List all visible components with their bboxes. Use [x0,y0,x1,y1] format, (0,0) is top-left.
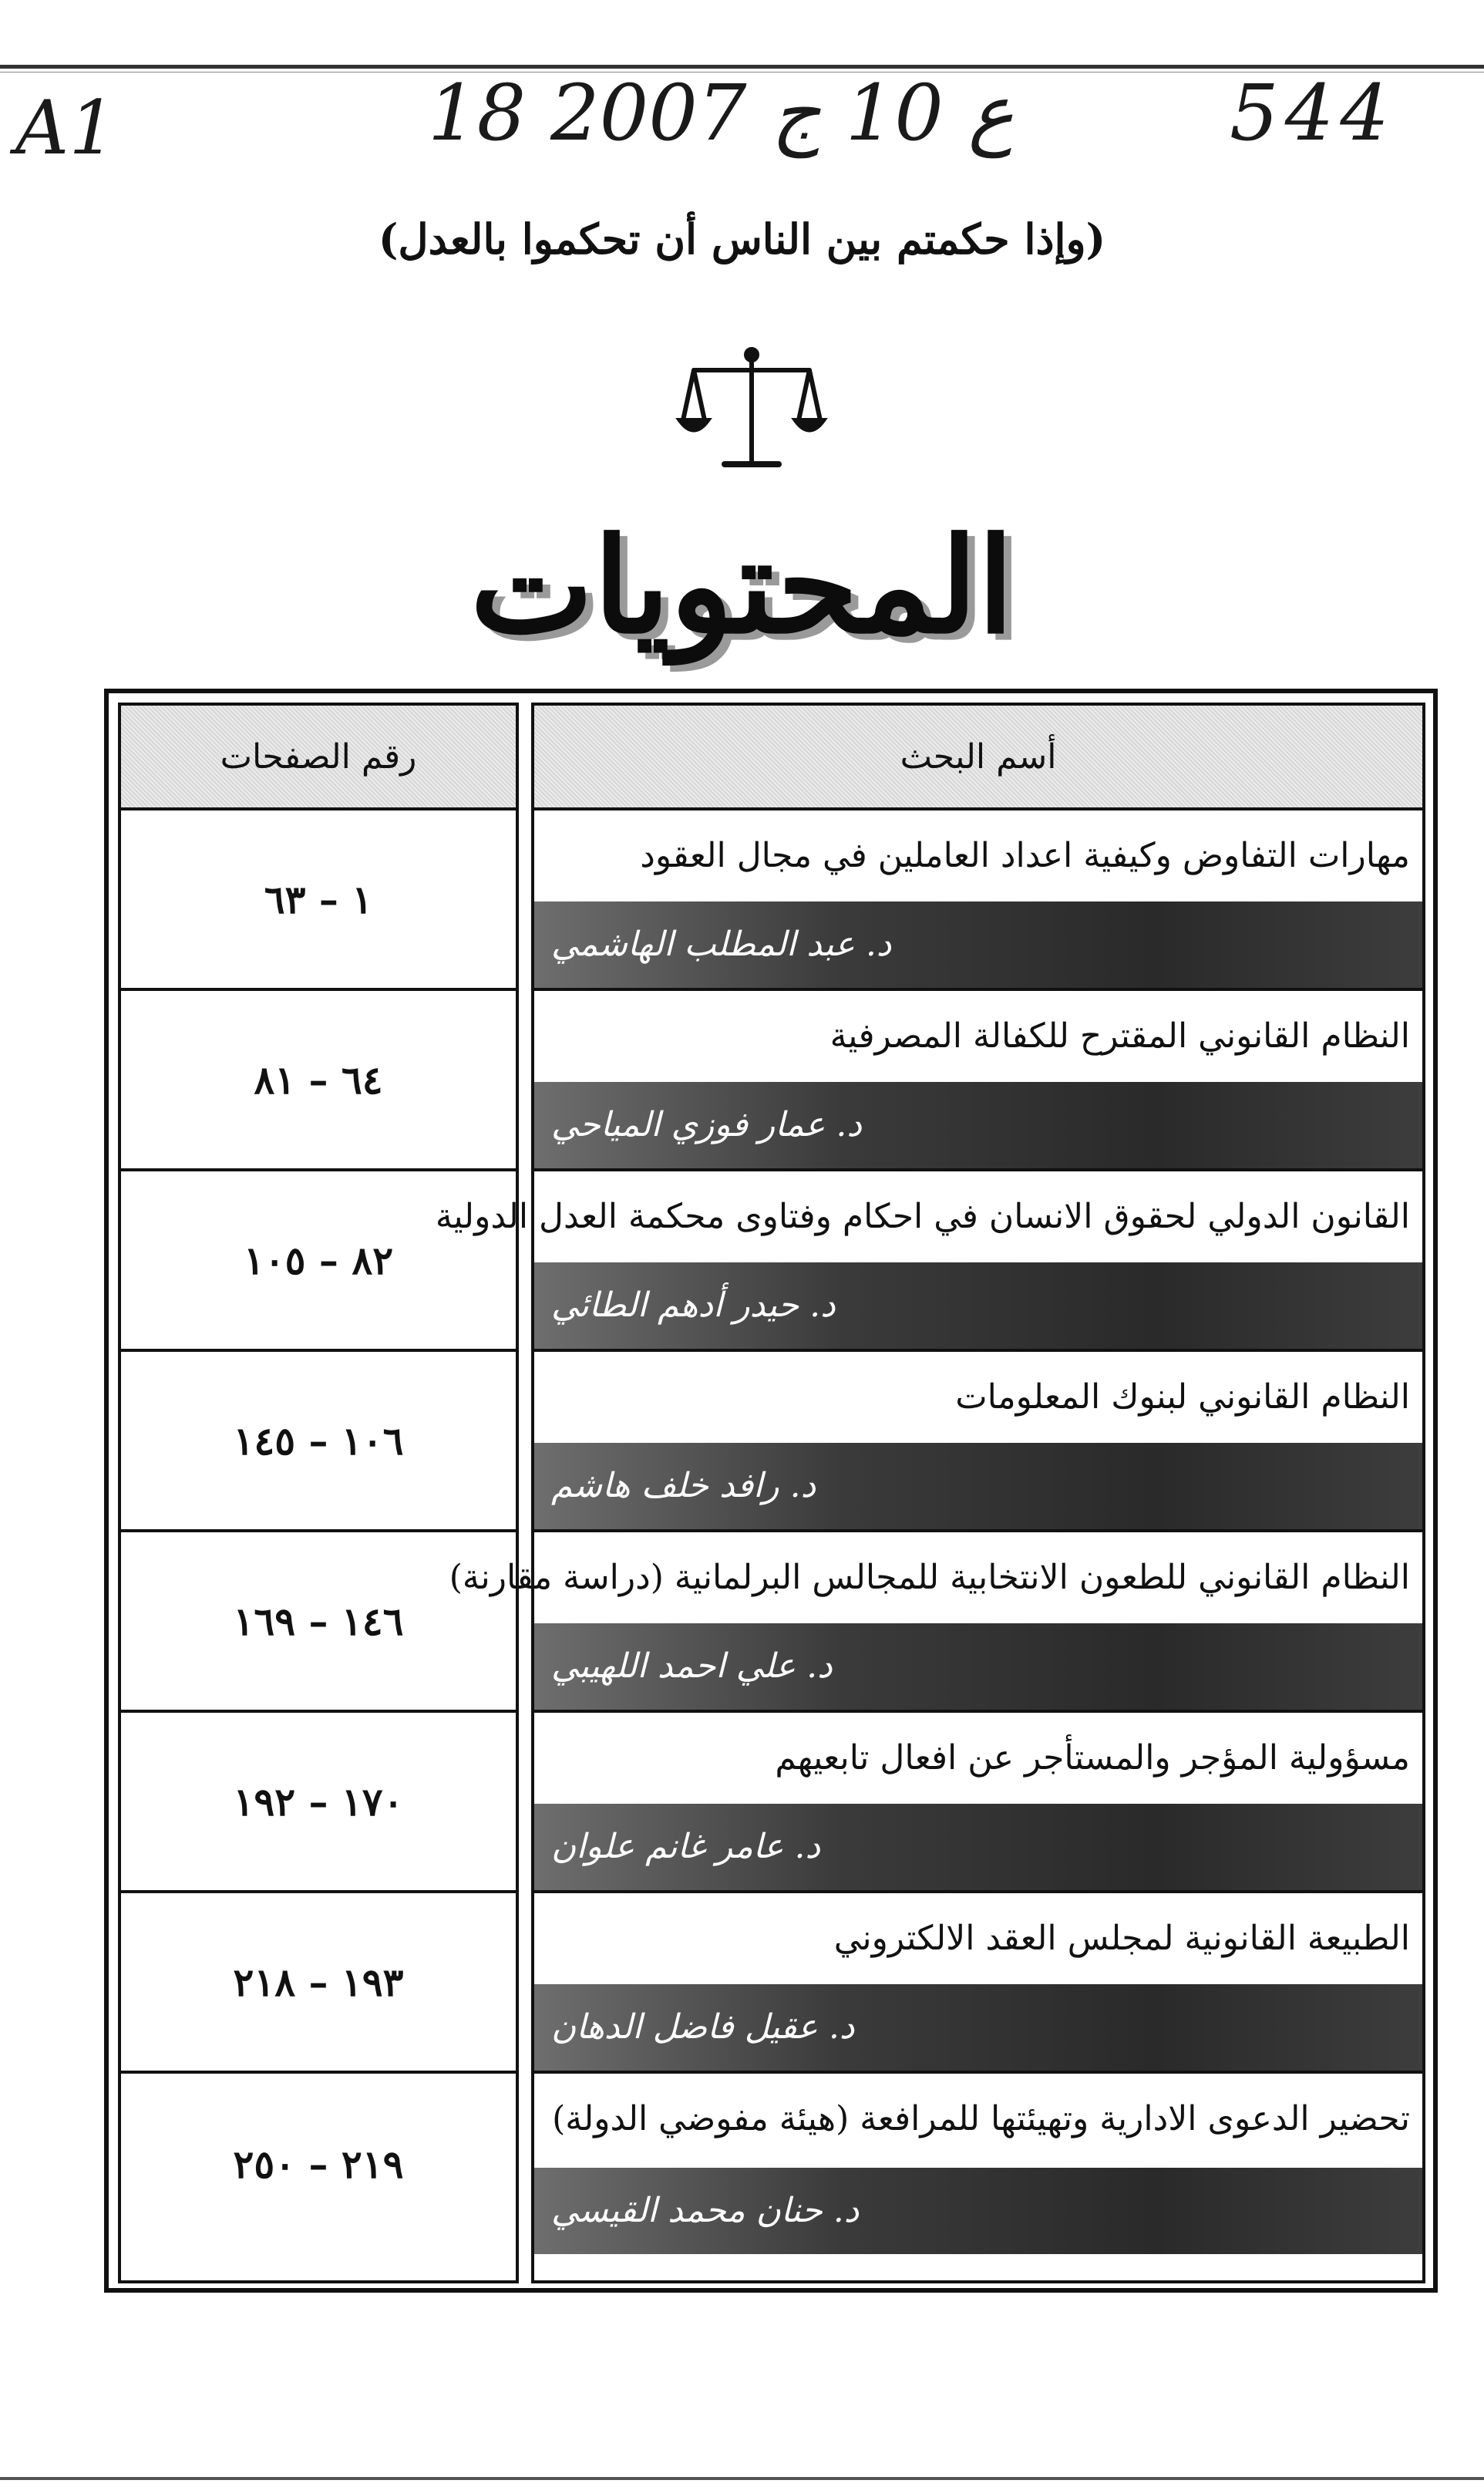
page-range: ١٠٦ – ١٤٥ [121,1352,516,1532]
research-title: النظام القانوني المقترح للكفالة المصرفية [534,991,1422,1082]
contents-table [104,689,1438,2293]
table-row [449,1532,1422,1713]
table-row [534,2074,1422,2254]
research-title: مهارات التفاوض وكيفية اعداد العاملين في مجال العقود [534,810,1422,901]
scales-of-justice-icon [678,347,825,470]
table-row [534,1713,1422,1893]
research-author: د. رافد خلف هاشم [534,1443,1422,1529]
research-title: مسؤولية المؤجر والمستأجر عن افعال تابعيهم [534,1713,1422,1804]
page-range: ١٧٠ – ١٩٢ [121,1713,516,1893]
table-row [534,1893,1422,2074]
quran-verse: (وإذا حكمتم بين الناس أن تحكموا بالعدل) [378,214,1106,264]
table-row [534,810,1422,991]
handwritten-number: 544 [1230,68,1395,158]
page-range: ١٤٦ – ١٦٩ [121,1532,516,1713]
page-range: ٨٢ – ١٠٥ [121,1171,516,1352]
table-row [435,1171,1422,1352]
page-range: ١ – ٦٣ [121,810,516,991]
research-title: القانون الدولي لحقوق الانسان في احكام وفتاوى محكمة العدل الدولية [534,1171,1422,1262]
research-author: د. حيدر أدهم الطائي [534,1262,1422,1349]
research-author: د. علي احمد اللهيبي [534,1623,1422,1710]
research-author: د. حنان محمد القيسي [534,2168,1422,2254]
research-author: د. عبد المطلب الهاشمي [534,901,1422,988]
table-row [534,991,1422,1171]
research-author: د. عقيل فاضل الدهان [534,1984,1422,2071]
table-row [534,1352,1422,1532]
page-title: المحتويات [469,509,1015,663]
research-header: أسم البحث [534,706,1422,810]
bottom-rule [0,2477,1484,2480]
research-title: النظام القانوني لبنوك المعلومات [534,1352,1422,1443]
research-author: د. عمار فوزي المياحي [534,1082,1422,1168]
research-title: النظام القانوني للطعون الانتخابية للمجالس البرلمانية (دراسة مقارنة) [534,1532,1422,1623]
page-range: ٦٤ – ٨١ [121,991,516,1171]
pages-header: رقم الصفحات [121,706,516,810]
research-title: الطبيعة القانونية لمجلس العقد الالكتروني [534,1893,1422,1984]
handwritten-date: 18 ع 10 ج 2007 [428,68,1015,158]
page-range: ١٩٣ – ٢١٨ [121,1893,516,2074]
research-author: د. عامر غانم علوان [534,1804,1422,1890]
page-range: ٢١٩ – ٢٥٠ [233,2141,404,2187]
research-column [435,703,1425,2283]
research-title: تحضير الدعوى الادارية وتهيئتها للمرافعة (هيئة مفوضي الدولة) [534,2074,1422,2165]
pages-column [118,703,519,2283]
handwritten-code-left: A1 [15,85,116,171]
